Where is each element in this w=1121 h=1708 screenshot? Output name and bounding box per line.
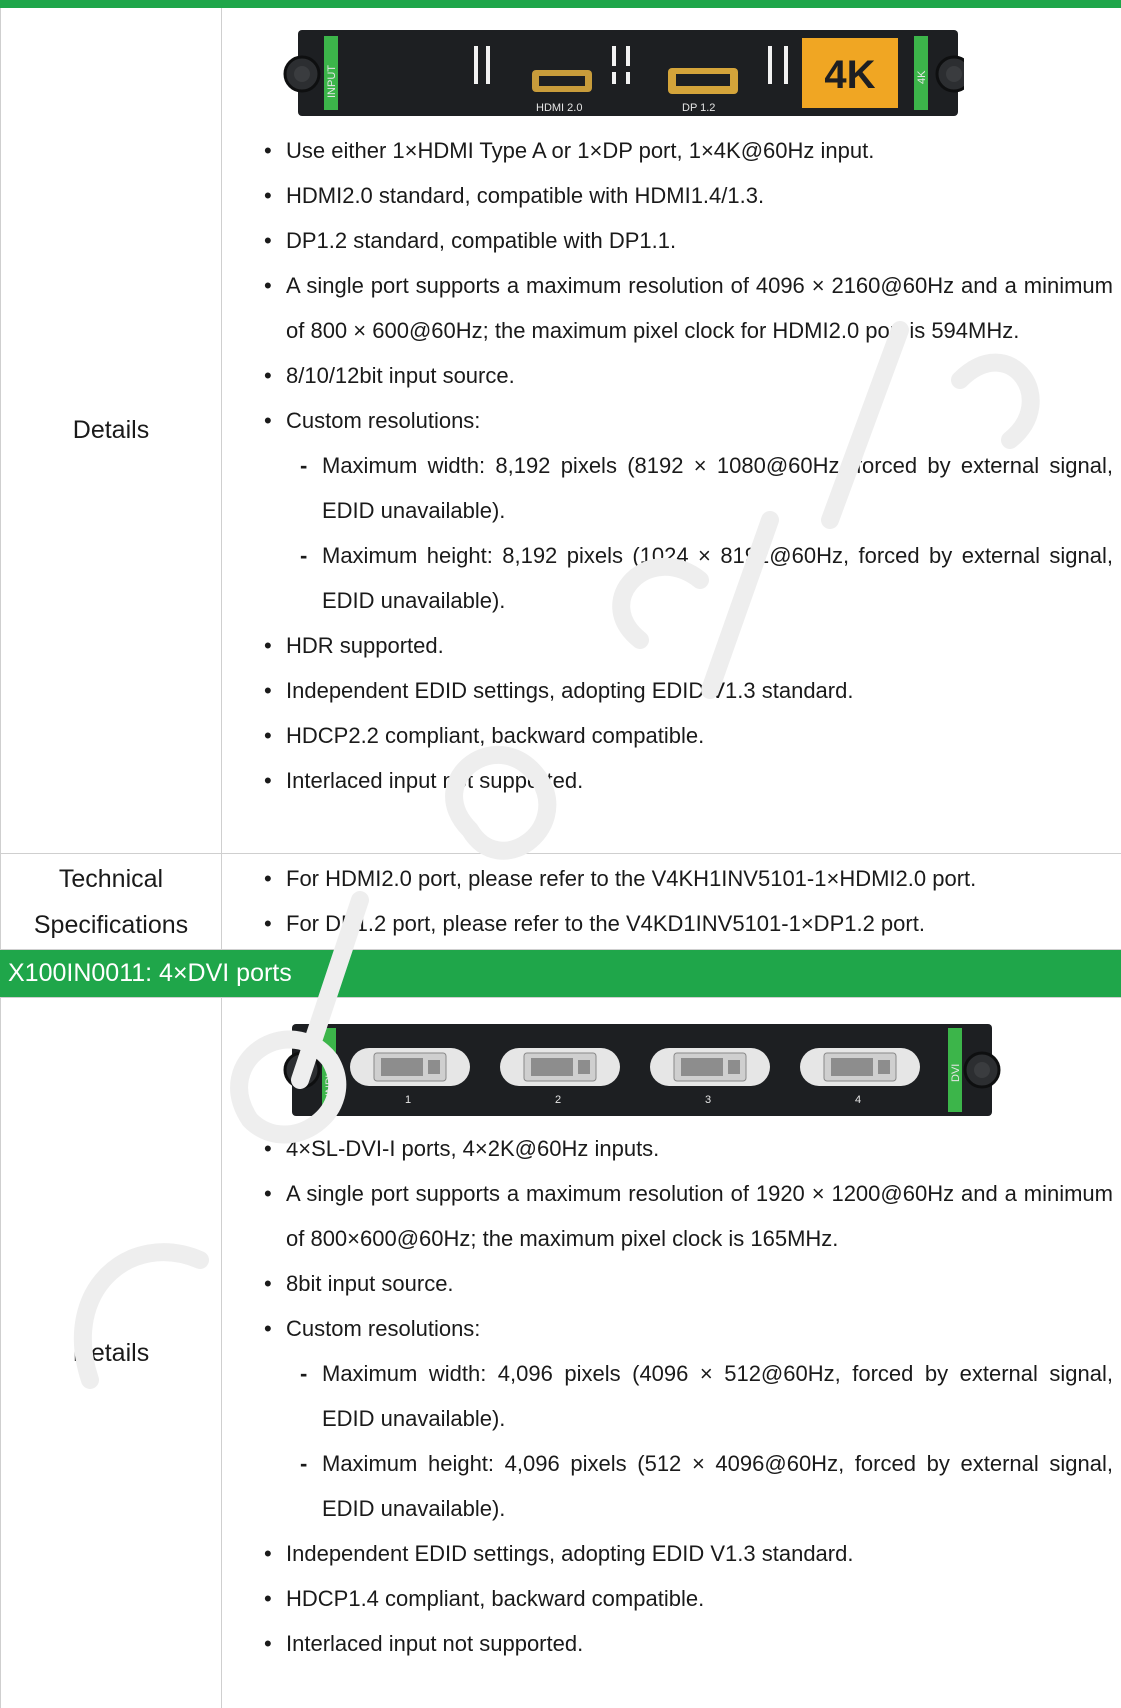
- custom-resolutions-list: [286, 443, 1113, 623]
- details-label: Details: [0, 8, 222, 853]
- list-item: • A single port supports a maximum resolution of 4096 × 2160@60Hz and a minimum of 800 × 600@60Hz; the maximum pixel clock for HDMI2.0 port is 594MHz.: [264, 263, 1113, 353]
- dvi-card-image: [264, 998, 1113, 1126]
- svg-text:DP 1.2: DP 1.2: [682, 102, 716, 114]
- details-row-hdmi-dp: [0, 8, 1121, 854]
- list-item: • Independent EDID settings, adopting EDID V1.3 standard.: [264, 668, 1113, 713]
- list-item: • HDMI2.0 standard, compatible with HDMI1.4/1.3.: [264, 173, 1113, 218]
- svg-text:3: 3: [704, 1094, 712, 1106]
- sub-list-item: - Maximum width: 8,192 pixels (8192 × 1080@60Hz, forced by external signal, EDID unavailable).: [286, 443, 1113, 533]
- list-item: • HDCP2.2 compliant, backward compatible.: [264, 713, 1113, 758]
- svg-text:4: 4: [854, 1094, 862, 1106]
- list-item: • DP1.2 standard, compatible with DP1.1.: [264, 218, 1113, 263]
- sub-list-item: - Maximum height: 8,192 pixels (1024 × 8192@60Hz, forced by external signal, EDID unavailable).: [286, 533, 1113, 623]
- list-item: • HDR supported.: [264, 623, 1113, 668]
- list-item: • A single port supports a maximum resolution of 1920 × 1200@60Hz and a minimum of 800×600@60Hz; the maximum pixel clock is 165MHz.: [264, 1171, 1113, 1261]
- svg-text:1: 1: [404, 1094, 412, 1106]
- list-item: • Use either 1×HDMI Type A or 1×DP port, 1×4K@60Hz input.: [264, 128, 1113, 173]
- technical-specs-content: [222, 854, 1121, 949]
- svg-text:INPUT: INPUT: [326, 65, 338, 98]
- svg-text:2: 2: [554, 1094, 562, 1106]
- list-item: • Custom resolutions: - Maximum width: 4,096 pixels (4096 × 512@60Hz, forced by external signal, EDID unavailable). - Maximum height: 4,096 pixels (512 × 4096@60Hz, forced by external signal, EDID unavailable).: [264, 1306, 1113, 1531]
- list-item: • 8/10/12bit input source.: [264, 353, 1113, 398]
- top-green-bar: [0, 0, 1121, 8]
- list-item: • Independent EDID settings, adopting EDID V1.3 standard.: [264, 1531, 1113, 1576]
- svg-text:DVI: DVI: [950, 1063, 962, 1082]
- technical-specs-list: [264, 856, 1113, 946]
- details-content: [222, 998, 1121, 1708]
- svg-text:4K: 4K: [824, 53, 876, 97]
- sub-list-item: - Maximum width: 4,096 pixels (4096 × 512@60Hz, forced by external signal, EDID unavailable).: [286, 1351, 1113, 1441]
- input-card-illustration: [264, 8, 964, 128]
- details-list: [264, 128, 1113, 803]
- svg-text:INPUT: INPUT: [324, 1063, 336, 1096]
- list-item: • Interlaced input not supported.: [264, 1621, 1113, 1666]
- list-item: • 4×SL-DVI-I ports, 4×2K@60Hz inputs.: [264, 1126, 1113, 1171]
- svg-text:4K: 4K: [916, 70, 928, 84]
- details-label: Details: [0, 998, 222, 1708]
- list-item: • 8bit input source.: [264, 1261, 1113, 1306]
- list-item: • Interlaced input not supported.: [264, 758, 1113, 803]
- details-content: [222, 8, 1121, 853]
- list-item: • For HDMI2.0 port, please refer to the V4KH1INV5101-1×HDMI2.0 port.: [264, 856, 1113, 901]
- list-item: • HDCP1.4 compliant, backward compatible.: [264, 1576, 1113, 1621]
- svg-text:HDMI 2.0: HDMI 2.0: [536, 102, 583, 114]
- technical-specs-row: [0, 854, 1121, 950]
- list-item: • For DP1.2 port, please refer to the V4KD1INV5101-1×DP1.2 port.: [264, 901, 1113, 946]
- spec-table: [0, 8, 1121, 1708]
- dvi-card-illustration: [264, 998, 1004, 1126]
- hdmi-dp-card-image: [264, 8, 1113, 128]
- custom-resolutions-list: [286, 1351, 1113, 1531]
- technical-specs-label: Technical Specifications: [0, 854, 222, 949]
- details-row-dvi: [0, 998, 1121, 1708]
- details-list: [264, 1126, 1113, 1666]
- section-title-dvi: X100IN0011: 4×DVI ports: [0, 950, 1121, 998]
- sub-list-item: - Maximum height: 4,096 pixels (512 × 4096@60Hz, forced by external signal, EDID unavailable).: [286, 1441, 1113, 1531]
- list-item: • Custom resolutions: - Maximum width: 8,192 pixels (8192 × 1080@60Hz, forced by external signal, EDID unavailable). - Maximum height: 8,192 pixels (1024 × 8192@60Hz, forced by external signal, EDID unavailable).: [264, 398, 1113, 623]
